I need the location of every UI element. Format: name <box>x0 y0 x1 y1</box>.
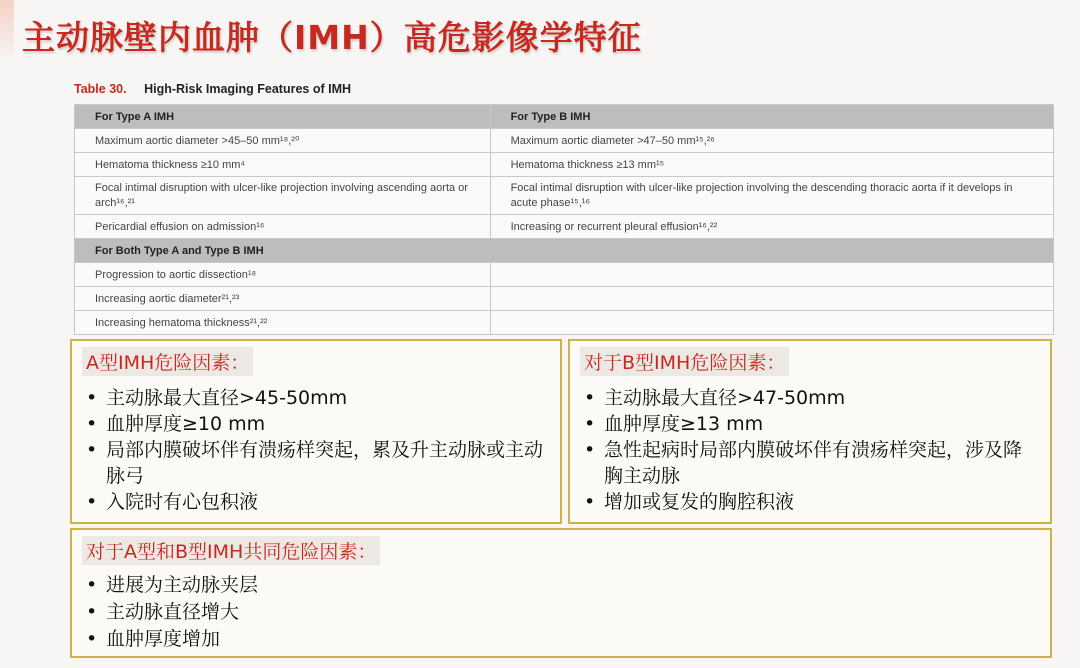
list-item: • 进展为主动脉夹层 <box>86 572 1040 599</box>
header-type-b: For Type B IMH <box>490 105 1053 129</box>
slide-title: 主动脉壁内血肿（IMH）高危影像学特征 <box>22 18 642 57</box>
cell-type-b: Increasing or recurrent pleural effusion¹⁶,²² <box>490 215 1053 239</box>
table-row <box>75 263 1054 287</box>
table-title: High-Risk Imaging Features of IMH <box>144 82 352 96</box>
table-header-row <box>75 105 1054 129</box>
list-item: • 血肿厚度增加 <box>86 626 1040 653</box>
list-item: • 血肿厚度≥10 mm <box>86 413 266 435</box>
list-item: • 主动脉最大直径>47-50mm <box>584 387 846 409</box>
table-row <box>75 311 1054 335</box>
cell-type-a: Pericardial effusion on admission¹⁶ <box>75 215 491 239</box>
bullet-icon: • <box>86 413 98 435</box>
common-risk-box <box>70 528 1052 658</box>
list-item: • 局部内膜破坏伴有溃疡样突起，累及升主动脉或主动脉弓 <box>86 439 544 487</box>
cell-type-b: Hematoma thickness ≥13 mm¹⁵ <box>490 153 1053 177</box>
common-list <box>86 572 1040 653</box>
bullet-icon: • <box>584 439 596 461</box>
bullet-icon: • <box>86 574 98 596</box>
bullet-icon: • <box>86 628 98 650</box>
type-b-risk-box <box>568 339 1052 524</box>
common-heading: 对于A型和B型IMH共同危险因素： <box>82 536 380 565</box>
title-accent-bar <box>0 0 14 62</box>
bullet-icon: • <box>86 387 98 409</box>
header-type-a: For Type A IMH <box>75 105 491 129</box>
type-a-heading: A型IMH危险因素： <box>82 347 253 376</box>
cell-both: Progression to aortic dissection¹⁸ <box>75 263 491 287</box>
list-item: • 急性起病时局部内膜破坏伴有溃疡样突起，涉及降胸主动脉 <box>584 439 1023 487</box>
cell-type-b: Maximum aortic diameter >47–50 mm¹⁵,²⁶ <box>490 129 1053 153</box>
bullet-icon: • <box>86 439 98 461</box>
table-row <box>75 129 1054 153</box>
bullet-icon: • <box>86 491 98 513</box>
type-a-risk-box <box>70 339 562 524</box>
table-row <box>75 177 1054 215</box>
list-item: • 入院时有心包积液 <box>86 491 259 513</box>
type-b-heading: 对于B型IMH危险因素： <box>580 347 789 376</box>
list-item: • 增加或复发的胸腔积液 <box>584 491 795 513</box>
list-item: • 主动脉最大直径>45-50mm <box>86 387 348 409</box>
type-a-list <box>86 385 550 515</box>
table-number: Table 30. <box>74 82 127 96</box>
type-b-list <box>584 385 1040 515</box>
cell-empty <box>490 287 1053 311</box>
imh-features-table <box>74 104 1054 335</box>
cell-type-a: Hematoma thickness ≥10 mm⁴ <box>75 153 491 177</box>
cell-type-b: Focal intimal disruption with ulcer-like projection involving the descending thoracic aorta if it develops in acute phase¹⁵,¹⁶ <box>490 177 1053 215</box>
bullet-icon: • <box>584 387 596 409</box>
cell-empty <box>490 263 1053 287</box>
cell-type-a: Maximum aortic diameter >45–50 mm¹⁸,²⁰ <box>75 129 491 153</box>
cell-both: Increasing hematoma thickness²¹,²² <box>75 311 491 335</box>
table-row <box>75 215 1054 239</box>
cell-type-a: Focal intimal disruption with ulcer-like projection involving ascending aorta or arch¹⁶,²¹ <box>75 177 491 215</box>
table-subheader-row <box>75 239 1054 263</box>
table-row <box>75 287 1054 311</box>
list-item: • 血肿厚度≥13 mm <box>584 413 764 435</box>
table-caption <box>74 82 351 96</box>
list-item: • 主动脉直径增大 <box>86 599 1040 626</box>
cell-empty <box>490 311 1053 335</box>
header-both-types: For Both Type A and Type B IMH <box>75 239 1054 263</box>
bullet-icon: • <box>584 413 596 435</box>
bullet-icon: • <box>584 491 596 513</box>
cell-both: Increasing aortic diameter²¹,²³ <box>75 287 491 311</box>
table-row <box>75 153 1054 177</box>
bullet-icon: • <box>86 601 98 623</box>
